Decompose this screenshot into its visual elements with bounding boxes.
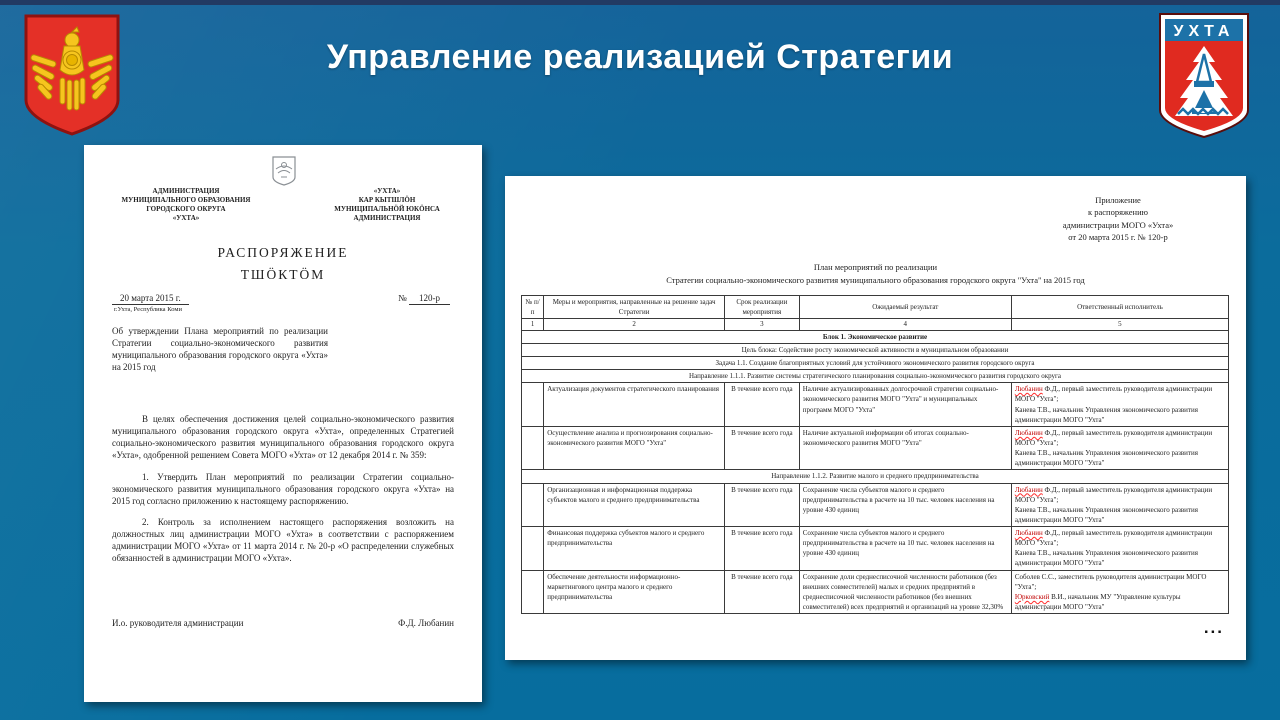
col-header: Ответственный исполнитель xyxy=(1011,296,1228,319)
top-accent-band xyxy=(0,0,1280,5)
col-header: Срок реализации мероприятия xyxy=(725,296,800,319)
plan-document-page xyxy=(505,176,1246,660)
plan-table-data-row: Обеспечение деятельности информационно-маркетингового центра малого и среднего предпринимательства В течение всего года Сохранение доли среднесписочной численности работников (без внешних совместителей) малых и средних предприятий в среднесписочной численности работников (без внешних совместителей) всех предприятий и организаций на уровне 32,30% Соболев С.С., заместитель руководителя администрации МОГО "Ухта"; Юрковский В.И., начальник МУ "Управление культуры администрации МОГО "Ухта" xyxy=(522,570,1229,614)
plan-table-data-row: Финансовая поддержка субъектов малого и среднего предпринимательства В течение всего года Сохранение числа субъектов малого и среднего предпринимательства в расчете на 10 тыс. человек населения на уровне 430 единиц Любанин Ф.Д., первый заместитель руководителя администрации МОГО "Ухта"; Канева Т.В., начальник Управления экономического развития администрации МОГО "Ухта" xyxy=(522,527,1229,571)
plan-table-section-row: Задача 1.1. Создание благоприятных условий для устойчивого экономического развития городского округа xyxy=(522,356,1229,369)
plan-table xyxy=(521,295,1229,614)
col-header: Ожидаемый результат xyxy=(799,296,1011,319)
misspelled-name: Любанин xyxy=(1014,385,1043,394)
date-number-row xyxy=(112,293,454,313)
plan-table-data-row: Осуществление анализа и прогнозирования социально-экономического развития МОГО "Ухта" В течение всего года Наличие актуальной информации об итогах социально-экономического развития МОГО "Ухта" Любанин Ф.Д., первый заместитель руководителя администрации МОГО "Ухта"; Канева Т.В., начальник Управления экономического развития администрации МОГО "Ухта" xyxy=(522,426,1229,470)
misspelled-name: Любанин xyxy=(1014,529,1043,538)
doc-paragraph: В целях обеспечения достижения целей социально-экономического развития муниципального образования городского округа «Ухта», определенных Стратегией социально-экономического развития муниципального образования городского округа «Ухта», одобренной решением Совета МОГО «Ухта» от 12 декабря 2014 г. № 359: xyxy=(112,414,454,461)
doc-place: г.Ухта, Республика Коми xyxy=(114,306,182,313)
doc-date: 20 марта 2015 г. xyxy=(112,293,189,305)
col-header: Меры и мероприятия, направленные на решение задач Стратегии xyxy=(544,296,725,319)
plan-table-section-row: Блок 1. Экономическое развитие xyxy=(522,330,1229,343)
doc-type-russian: РАСПОРЯЖЕНИЕ xyxy=(217,245,349,260)
doc-paragraph: 1. Утвердить План мероприятий по реализации Стратегии социально-экономического развития муниципального образования городского округа «Ухта» на 2015 год согласно приложению к настоящему распоряжению. xyxy=(112,471,454,506)
order-document-page xyxy=(84,145,482,702)
letterhead-komi-block: «УХТА» КАР КЫТШЛÖН МУНИЦИПАЛЬНÖЙ ЮКÖНСА АДМИНИСТРАЦИЯ xyxy=(334,187,440,223)
doc-subject: Об утверждении Плана мероприятий по реализации Стратегии социально-экономического развития муниципального образования городского округа «Ухта» на 2015 год xyxy=(112,326,328,373)
misspelled-name: Любанин xyxy=(1014,485,1043,494)
plan-table-data-row: Организационная и информационная поддержка субъектов малого и среднего предпринимательства В течение всего года Сохранение числа субъектов малого и среднего предпринимательства в расчете на 10 тыс. человек населения на уровне 430 единиц Любанин Ф.Д., первый заместитель руководителя администрации МОГО "Ухта"; Канева Т.В., начальник Управления экономического развития администрации МОГО "Ухта" xyxy=(522,483,1229,527)
signature-name: Ф.Д. Любанин xyxy=(398,618,454,628)
doc-body xyxy=(112,413,454,574)
misspelled-name: Юрковский xyxy=(1014,592,1050,601)
doc-paragraph: 2. Контроль за исполнением настоящего распоряжения возложить на должностных лиц администрации МОГО «Ухта» в соответствии с распоряжением администрации МОГО «Ухта» от 11 марта 2014 г. № 20-р «О распределении служебных обязанностей в администрации МОГО «Ухта». xyxy=(112,516,454,564)
plan-table-numbers-row: 1 2 3 4 5 xyxy=(522,319,1229,330)
letterhead-russian-block: АДМИНИСТРАЦИЯ МУНИЦИПАЛЬНОГО ОБРАЗОВАНИЯ ГОРОДСКОГО ОКРУГА «УХТА» xyxy=(121,187,251,223)
plan-table-header-row xyxy=(522,296,1229,319)
letterhead-emblem-icon xyxy=(271,155,297,187)
plan-table-section-row: Цель блока: Содействие росту экономической активности в муниципальном образовании xyxy=(522,343,1229,356)
plan-title: План мероприятий по реализации Стратегии социально-экономического развития муниципального образования городского округа "Ухта" на 2015 год xyxy=(666,262,1085,285)
plan-table-data-row: Актуализация документов стратегического планирования В течение всего года Наличие актуализированных долгосрочной стратегии социально-экономического развития МОГО "Ухта" и муниципальных программ МОГО "Ухта" Любанин Ф.Д., первый заместитель руководителя администрации МОГО "Ухта"; Канева Т.В., начальник Управления экономического развития администрации МОГО "Ухта" xyxy=(522,383,1229,427)
plan-table-section-row: Направление 1.1.1. Развитие системы стратегического планирования социально-экономического развития городского округа xyxy=(522,370,1229,383)
svg-text:УХТА: УХТА xyxy=(1173,23,1235,40)
doc-type-komi: ТШÖКТÖМ xyxy=(240,267,326,282)
signature-row xyxy=(112,618,454,628)
doc-number: № 120-р xyxy=(398,293,450,305)
col-header: № п/п xyxy=(522,296,544,319)
more-content-ellipsis: ... xyxy=(1203,618,1224,637)
misspelled-name: Любанин xyxy=(1014,428,1043,437)
signature-title: И.о. руководителя администрации xyxy=(112,618,244,628)
plan-table-section-row: Направление 1.1.2. Развитие малого и среднего предпринимательства xyxy=(522,470,1229,483)
slide-title: Управление реализацией Стратегии xyxy=(326,38,954,76)
appendix-block: Приложение к распоряжению администрации МОГО «Ухта» от 20 марта 2015 г. № 120-р xyxy=(1062,195,1174,242)
